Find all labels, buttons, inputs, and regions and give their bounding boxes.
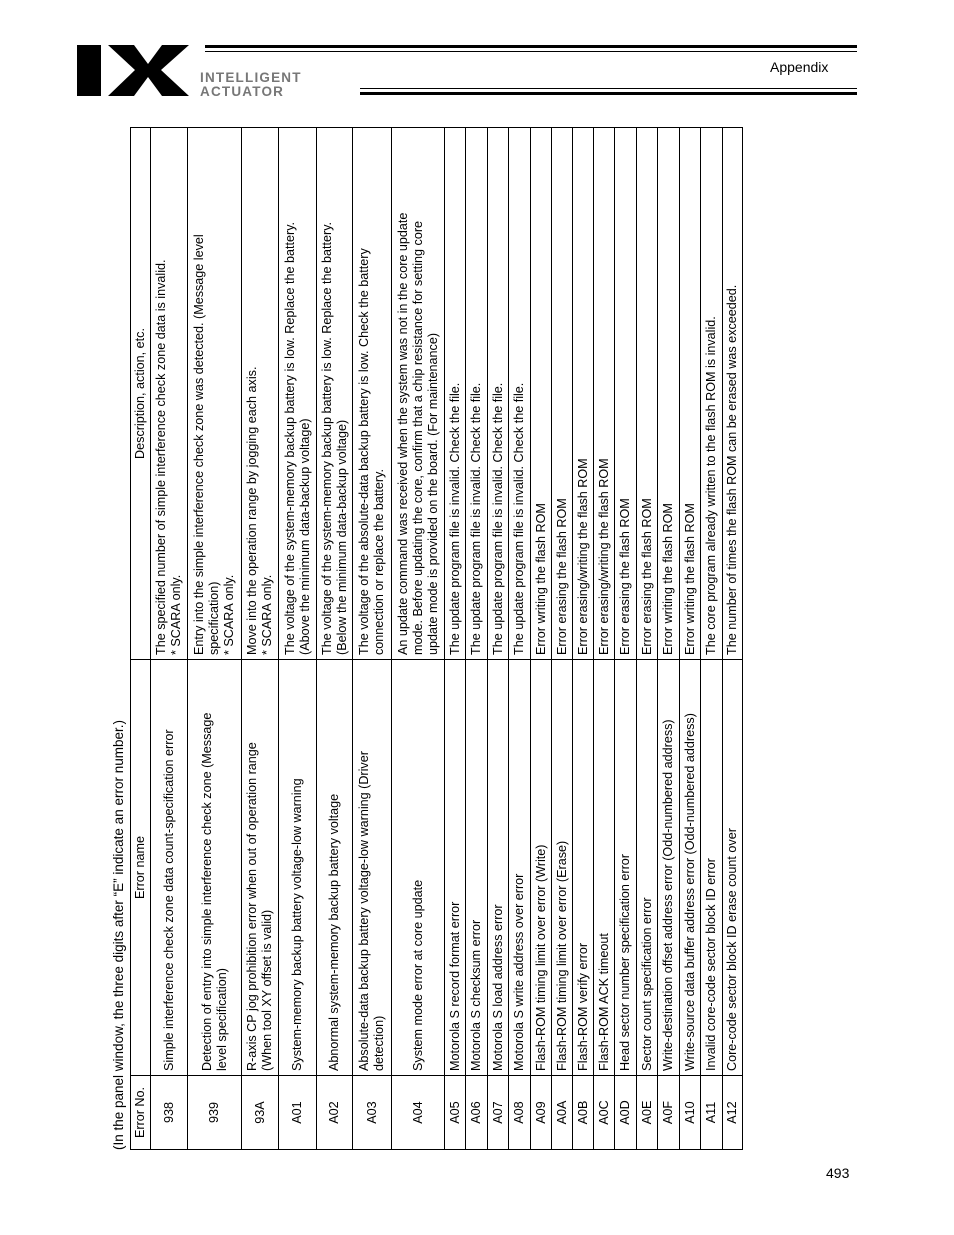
svg-text:INTELLIGENT: INTELLIGENT [200, 70, 302, 85]
column-header-error-no: Error No. [131, 1076, 151, 1150]
error-name-cell: Abnormal system-memory backup battery voltage [317, 660, 353, 1076]
error-name-cell: Flash-ROM ACK timeout [594, 660, 615, 1076]
error-number-cell: A03 [353, 1076, 392, 1150]
error-name-cell: Flash-ROM timing limit over error (Write) [531, 660, 552, 1076]
header-rule [360, 88, 857, 89]
description-cell: Error erasing/writing the flash ROM [573, 128, 594, 660]
error-number-cell: A09 [531, 1076, 552, 1150]
description-cell: The update program file is invalid. Check the file. [488, 128, 509, 660]
error-name-cell: Motorola S load address error [488, 660, 509, 1076]
table-header-row [131, 128, 151, 1150]
error-number-cell: A08 [509, 1076, 531, 1150]
error-name-cell: Motorola S write address over error [509, 660, 531, 1076]
rotated-table-block [110, 128, 743, 1150]
table-row [637, 128, 658, 1150]
table-row [188, 128, 242, 1150]
error-number-cell: A05 [445, 1076, 466, 1150]
description-cell: The core program already written to the flash ROM is invalid. [701, 128, 723, 660]
error-name-cell: Absolute-data backup battery voltage-low warning (Driver detection) [353, 660, 392, 1076]
table-row [466, 128, 488, 1150]
description-cell: Error erasing the flash ROM [615, 128, 637, 660]
table-row [151, 128, 188, 1150]
description-cell: An update command was received when the system was not in the core update mode. Before updating the core, confirm that a chip resistance for setting core update mode is provided on the board. (For maintenance) [392, 128, 445, 660]
error-number-cell: A11 [701, 1076, 723, 1150]
table-row [279, 128, 317, 1150]
error-number-cell: A0B [573, 1076, 594, 1150]
error-number-cell: A12 [723, 1076, 743, 1150]
description-cell: The specified number of simple interference check zone data is invalid. * SCARA only. [151, 128, 188, 660]
error-number-cell: A06 [466, 1076, 488, 1150]
table-caption: (In the panel window, the three digits after “E” indicate an error number.) [111, 720, 126, 1150]
table-row [573, 128, 594, 1150]
error-name-cell: System mode error at core update [392, 660, 445, 1076]
error-name-cell: Flash-ROM verify error [573, 660, 594, 1076]
error-number-cell: A0A [552, 1076, 573, 1150]
description-cell: The voltage of the absolute-data backup battery is low. Check the battery connection or replace the battery. [353, 128, 392, 660]
description-cell: The voltage of the system-memory backup battery is low. Replace the battery. (Below the minimum data-backup voltage) [317, 128, 353, 660]
table-row [723, 128, 743, 1150]
error-name-cell: Core-code sector block ID erase count over [723, 660, 743, 1076]
error-name-cell: Detection of entry into simple interference check zone (Message level specification) [188, 660, 242, 1076]
page-number: 493 [826, 1165, 850, 1181]
table-row [392, 128, 445, 1150]
description-cell: The update program file is invalid. Check the file. [466, 128, 488, 660]
error-name-cell: System-memory backup battery voltage-low warning [279, 660, 317, 1076]
error-name-cell: Flash-ROM timing limit over error (Erase) [552, 660, 573, 1076]
table-row [317, 128, 353, 1150]
table-row [242, 128, 279, 1150]
description-cell: Error writing the flash ROM [658, 128, 680, 660]
description-cell: Error erasing the flash ROM [637, 128, 658, 660]
description-cell: Entry into the simple interference check zone was detected. (Message level specification) * SCARA only. [188, 128, 242, 660]
error-number-cell: A0C [594, 1076, 615, 1150]
table-row [594, 128, 615, 1150]
table-row [509, 128, 531, 1150]
section-title: Appendix [770, 59, 829, 75]
error-name-cell: Write-source data buffer address error (Odd-numbered address) [680, 660, 701, 1076]
svg-text:ACTUATOR: ACTUATOR [200, 84, 285, 98]
error-name-cell: Motorola S checksum error [466, 660, 488, 1076]
table-row [658, 128, 680, 1150]
table-row [445, 128, 466, 1150]
table-row [531, 128, 552, 1150]
description-cell: Error erasing/writing the flash ROM [594, 128, 615, 660]
description-cell: Error writing the flash ROM [680, 128, 701, 660]
header-rule [360, 92, 857, 95]
description-cell: The update program file is invalid. Check the file. [509, 128, 531, 660]
description-cell: Error erasing the flash ROM [552, 128, 573, 660]
description-cell: The update program file is invalid. Check the file. [445, 128, 466, 660]
error-name-cell: Head sector number specification error [615, 660, 637, 1076]
description-cell: Move into the operation range by jogging each axis. * SCARA only. [242, 128, 279, 660]
error-name-cell: Simple interference check zone data count-specification error [151, 660, 188, 1076]
error-number-cell: 938 [151, 1076, 188, 1150]
intelligent-actuator-logo [76, 44, 371, 103]
error-name-cell: Write-destination offset address error (Odd-numbered address) [658, 660, 680, 1076]
error-number-cell: A0F [658, 1076, 680, 1150]
description-cell: The voltage of the system-memory backup battery is low. Replace the battery. (Above the minimum data-backup voltage) [279, 128, 317, 660]
error-number-cell: 939 [188, 1076, 242, 1150]
error-number-cell: A10 [680, 1076, 701, 1150]
error-number-cell: A0E [637, 1076, 658, 1150]
error-number-cell: A07 [488, 1076, 509, 1150]
table-row [701, 128, 723, 1150]
table-row [488, 128, 509, 1150]
error-number-cell: A0D [615, 1076, 637, 1150]
error-number-cell: A04 [392, 1076, 445, 1150]
description-cell: The number of times the flash ROM can be erased was exceeded. [723, 128, 743, 660]
header-rule [205, 51, 857, 52]
column-header-error-name: Error name [131, 660, 151, 1076]
table-row [552, 128, 573, 1150]
error-name-cell: Invalid core-code sector block ID error [701, 660, 723, 1076]
error-number-cell: 93A [242, 1076, 279, 1150]
table-row [615, 128, 637, 1150]
description-cell: Error writing the flash ROM [531, 128, 552, 660]
error-name-cell: R-axis CP jog prohibition error when out of operation range (When tool XY offset is valid) [242, 660, 279, 1076]
error-number-cell: A02 [317, 1076, 353, 1150]
column-header-description: Description, action, etc. [131, 128, 151, 660]
error-table [130, 127, 743, 1150]
table-row [353, 128, 392, 1150]
error-name-cell: Motorola S record format error [445, 660, 466, 1076]
header-rule [205, 45, 857, 48]
error-name-cell: Sector count specification error [637, 660, 658, 1076]
table-row [680, 128, 701, 1150]
error-number-cell: A01 [279, 1076, 317, 1150]
